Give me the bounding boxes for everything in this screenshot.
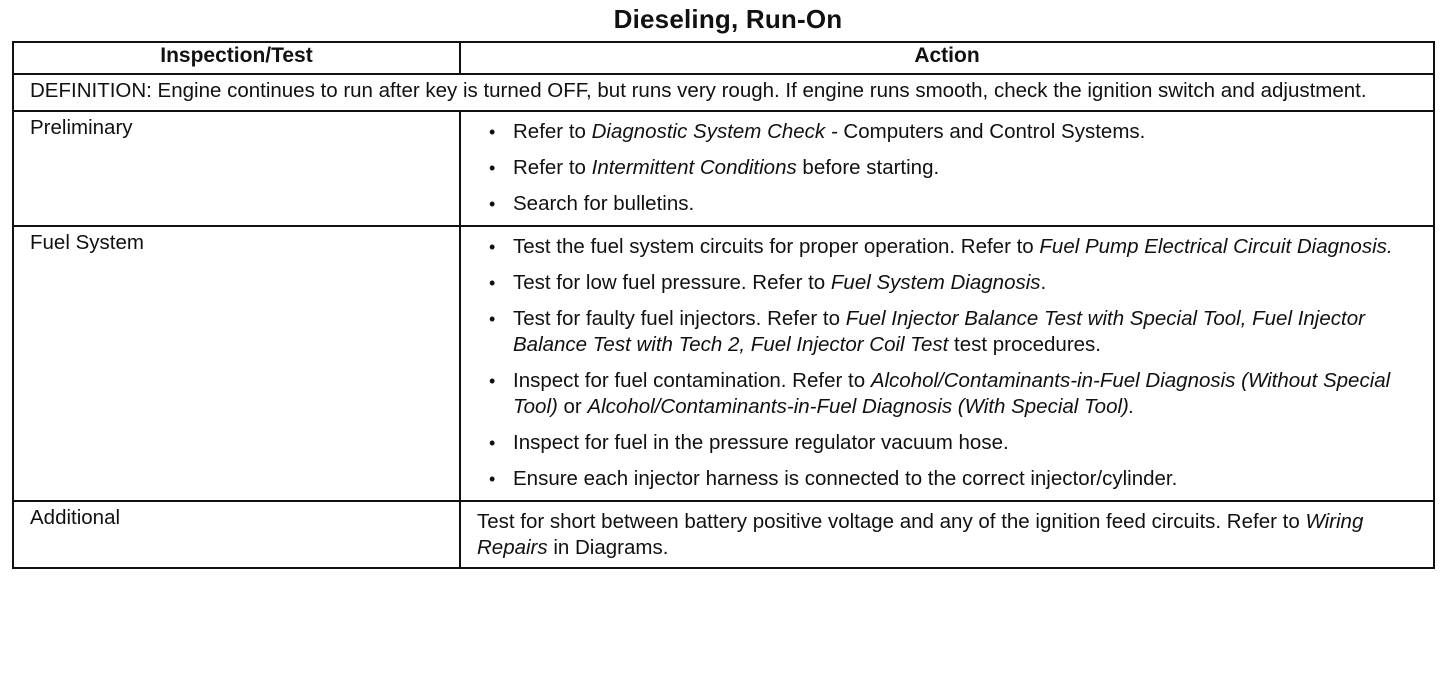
action-cell [460, 226, 1434, 501]
bullet-icon: • [489, 273, 496, 293]
inspection-label: Preliminary [13, 111, 460, 226]
action-text: Test the fuel system circuits for proper operation. Refer to [513, 235, 1040, 258]
reference-text: Diagnostic System Check - [591, 120, 838, 143]
action-text: . [1040, 271, 1047, 294]
action-text: before starting. [796, 156, 940, 179]
action-text: Refer to [513, 156, 592, 179]
action-cell [460, 501, 1434, 568]
definition-label: DEFINITION: [30, 79, 152, 102]
bullet-icon: • [489, 469, 496, 489]
definition-cell [13, 74, 1434, 111]
reference-text: Intermittent Conditions [591, 156, 797, 179]
bullet-icon: • [489, 371, 496, 391]
inspection-label: Fuel System [13, 226, 460, 501]
action-text: Test for low fuel pressure. Refer to [513, 271, 831, 294]
action-list [477, 119, 1423, 217]
table-row [13, 226, 1434, 501]
action-text: Test for short between battery positive voltage and any of the ignition feed circuits. Refer to [477, 510, 1306, 533]
bullet-icon: • [489, 158, 496, 178]
action-text: Refer to [513, 120, 592, 143]
action-text: Ensure each injector harness is connected to the correct injector/cylinder. [513, 467, 1178, 490]
list-item [489, 119, 1423, 145]
list-item [489, 270, 1423, 296]
reference-text: Fuel Injector Balance Test with Special Tool, Fuel Injector Balance Test with Tech 2, Fuel Injector Coil Test [513, 307, 1365, 356]
list-item [489, 191, 1423, 217]
action-list [477, 234, 1423, 492]
list-item [489, 155, 1423, 181]
diagnostic-table [12, 41, 1435, 569]
table-header-row [13, 42, 1434, 74]
header-inspection-test: Inspection/Test [13, 42, 460, 74]
reference-text: Alcohol/Contaminants-in-Fuel Diagnosis (Without Special Tool) [513, 369, 1391, 418]
action-text: Test for faulty fuel injectors. Refer to [513, 307, 846, 330]
page-title: Dieseling, Run-On [613, 4, 843, 34]
bullet-icon: • [489, 309, 496, 329]
action-text: Inspect for fuel in the pressure regulator vacuum hose. [513, 431, 1009, 454]
definition-text: Engine continues to run after key is turned OFF, but runs very rough. If engine runs smooth, check the ignition switch and adjustment. [151, 79, 1367, 102]
bullet-icon: • [489, 194, 496, 214]
definition-row [13, 74, 1434, 111]
action-cell [460, 111, 1434, 226]
header-action: Action [460, 42, 1434, 74]
action-text: or [557, 395, 588, 418]
list-item [489, 234, 1423, 260]
inspection-label: Additional [13, 501, 460, 568]
list-item [489, 368, 1423, 420]
list-item [489, 466, 1423, 492]
reference-text: Wiring Repairs [477, 510, 1364, 559]
reference-text: Alcohol/Contaminants-in-Fuel Diagnosis (With Special Tool). [587, 395, 1135, 418]
action-text: Inspect for fuel contamination. Refer to [513, 369, 871, 392]
action-text: Computers and Control Systems. [837, 120, 1146, 143]
bullet-icon: • [489, 122, 496, 142]
action-text: in Diagrams. [547, 536, 669, 559]
list-item [489, 306, 1423, 358]
action-paragraph [477, 505, 1423, 561]
reference-text: Fuel System Diagnosis [830, 271, 1041, 294]
bullet-icon: • [489, 433, 496, 453]
list-item [489, 430, 1423, 456]
table-row [13, 501, 1434, 568]
action-text: test procedures. [948, 333, 1101, 356]
table-row [13, 111, 1434, 226]
bullet-icon: • [489, 237, 496, 257]
reference-text: Fuel Pump Electrical Circuit Diagnosis. [1039, 235, 1393, 258]
action-text: Search for bulletins. [513, 192, 695, 215]
